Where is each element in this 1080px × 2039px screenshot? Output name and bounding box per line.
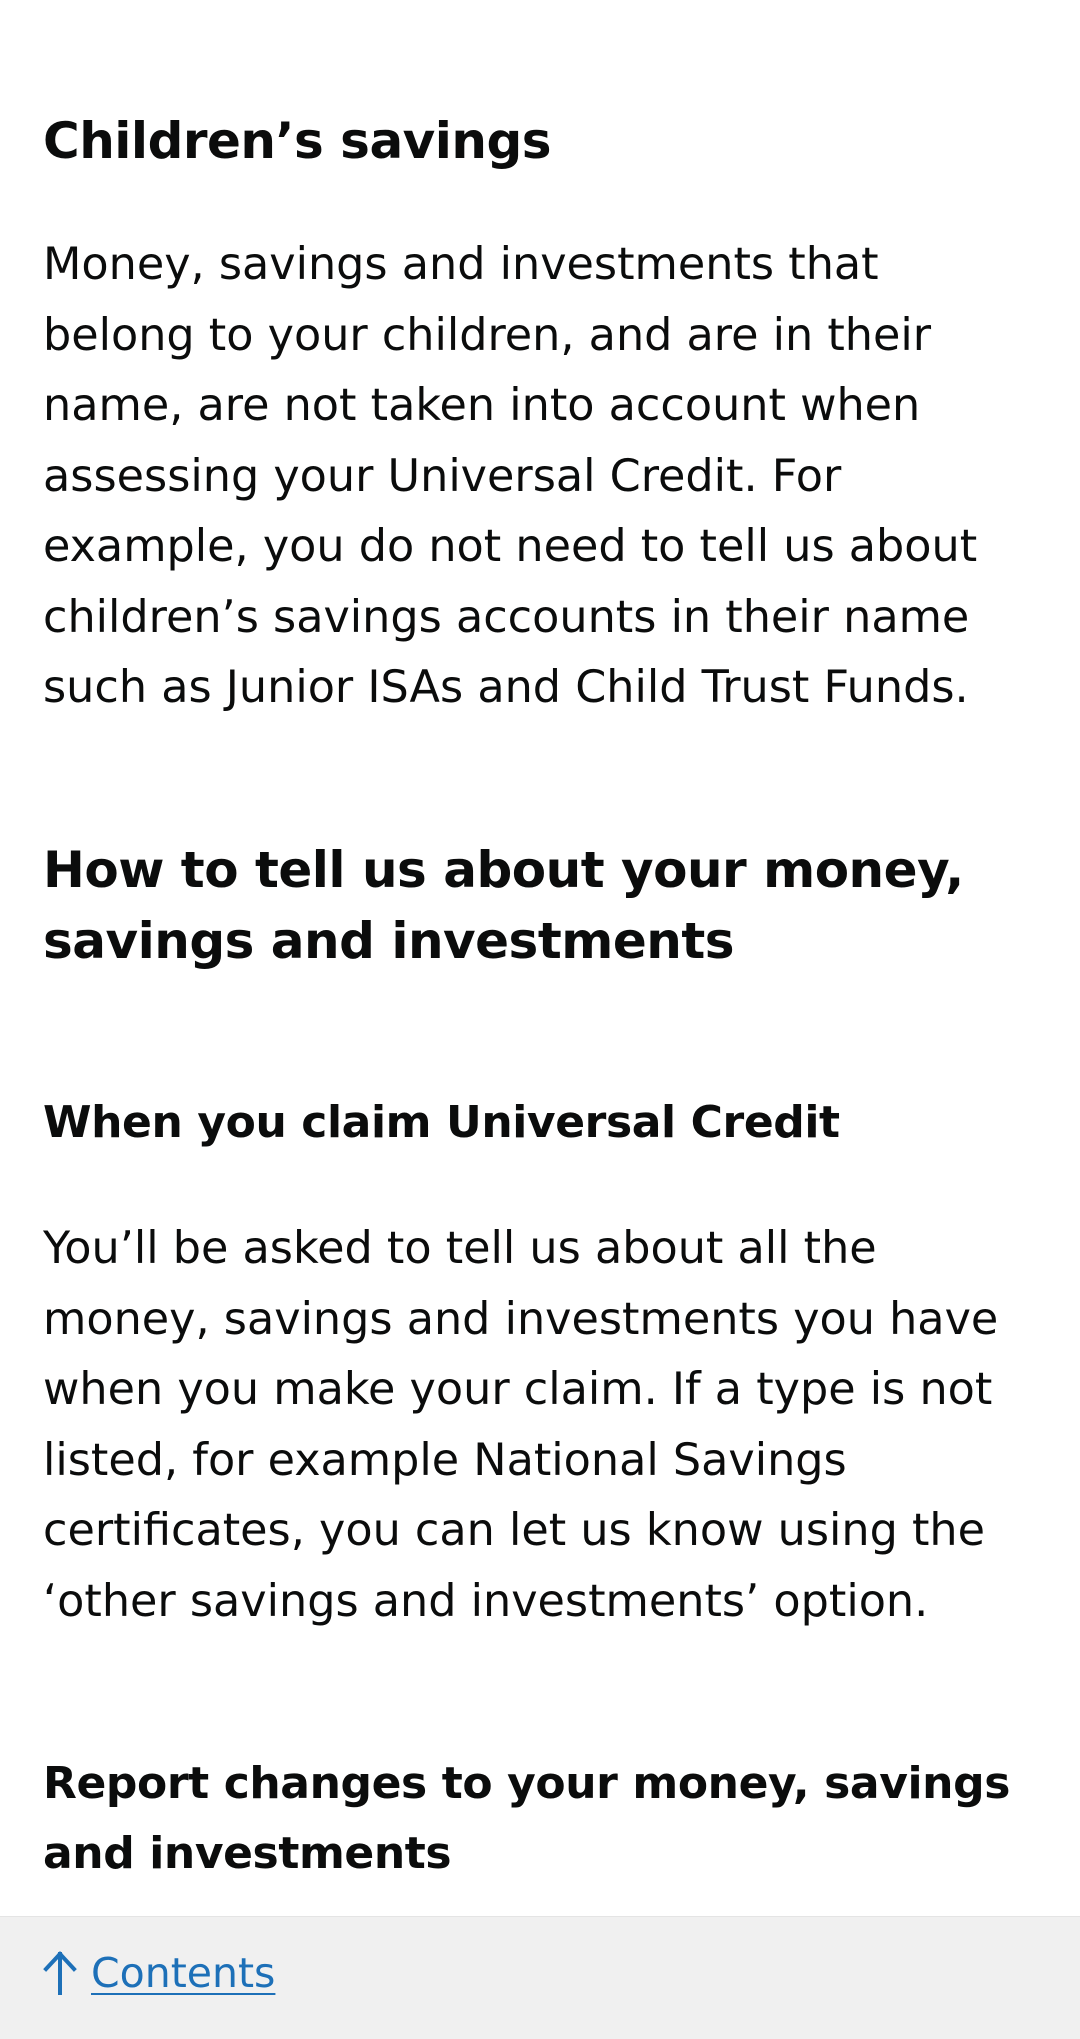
contents-footer-bar	[0, 1916, 1080, 2039]
contents-link-label[interactable]: Contents	[91, 1949, 276, 1997]
heading-childrens-savings: Children’s savings	[43, 112, 552, 170]
heading-report-changes: Report changes to your money, savings and investments	[43, 1758, 1010, 1879]
heading-when-you-claim: When you claim Universal Credit	[43, 1097, 840, 1148]
paragraph-when-you-claim: You’ll be asked to tell us about all the money, savings and investments you have when you make your claim. If a type is not listed, for example National Savings certificates, you can let us know using the ‘other savings and investments’ option.	[43, 1223, 999, 1627]
heading-how-to-tell-us: How to tell us about your money, savings and investments	[43, 841, 964, 970]
paragraph-childrens-savings: Money, savings and investments that belong to your children, and are in their name, are not taken into account when assessing your Universal Credit. For example, you do not need to tell us about children’s savings accounts in their name such as Junior ISAs and Child Trust Funds.	[43, 239, 978, 713]
arrow-up-icon	[43, 1951, 77, 1995]
contents-link[interactable]	[43, 1949, 275, 1997]
